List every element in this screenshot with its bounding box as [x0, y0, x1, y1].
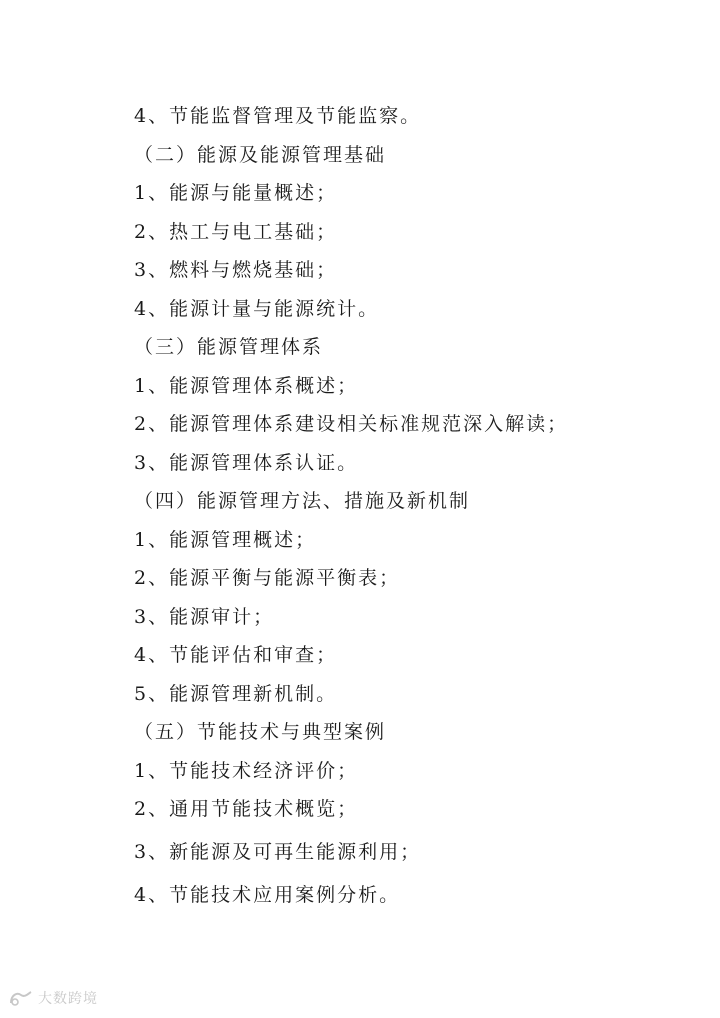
text-line: 2、热工与电工基础；: [134, 221, 338, 243]
text-line: 3、能源审计；: [134, 606, 275, 628]
section-heading: （五）节能技术与典型案例: [134, 721, 387, 743]
watermark-text: 大数跨境: [38, 991, 98, 1007]
section-heading: （二）能源及能源管理基础: [134, 144, 387, 166]
text-line: 1、能源管理概述；: [134, 529, 317, 551]
text-line: 3、新能源及可再生能源利用；: [134, 841, 422, 863]
text-line: 2、能源管理体系建设相关标准规范深入解读；: [134, 413, 569, 435]
text-line: 1、能源管理体系概述；: [134, 375, 359, 397]
section-heading: （四）能源管理方法、措施及新机制: [134, 490, 471, 512]
text-line: 1、能源与能量概述；: [134, 182, 338, 204]
text-line: 3、燃料与燃烧基础；: [134, 259, 338, 281]
text-line: 4、能源计量与能源统计。: [134, 298, 380, 320]
text-line: 3、能源管理体系认证。: [134, 452, 359, 474]
text-line: 2、能源平衡与能源平衡表；: [134, 567, 401, 589]
watermark-logo-icon: [8, 989, 34, 1007]
section-heading: （三）能源管理体系: [134, 336, 324, 358]
text-line: 4、节能评估和审查；: [134, 644, 338, 666]
text-line: 4、节能技术应用案例分析。: [134, 884, 401, 906]
text-line: 4、节能监督管理及节能监察。: [134, 105, 422, 127]
text-line: 2、通用节能技术概览；: [134, 798, 359, 820]
text-line: 1、节能技术经济评价；: [134, 760, 359, 782]
text-line: 5、能源管理新机制。: [134, 683, 338, 705]
watermark: [8, 988, 98, 1008]
